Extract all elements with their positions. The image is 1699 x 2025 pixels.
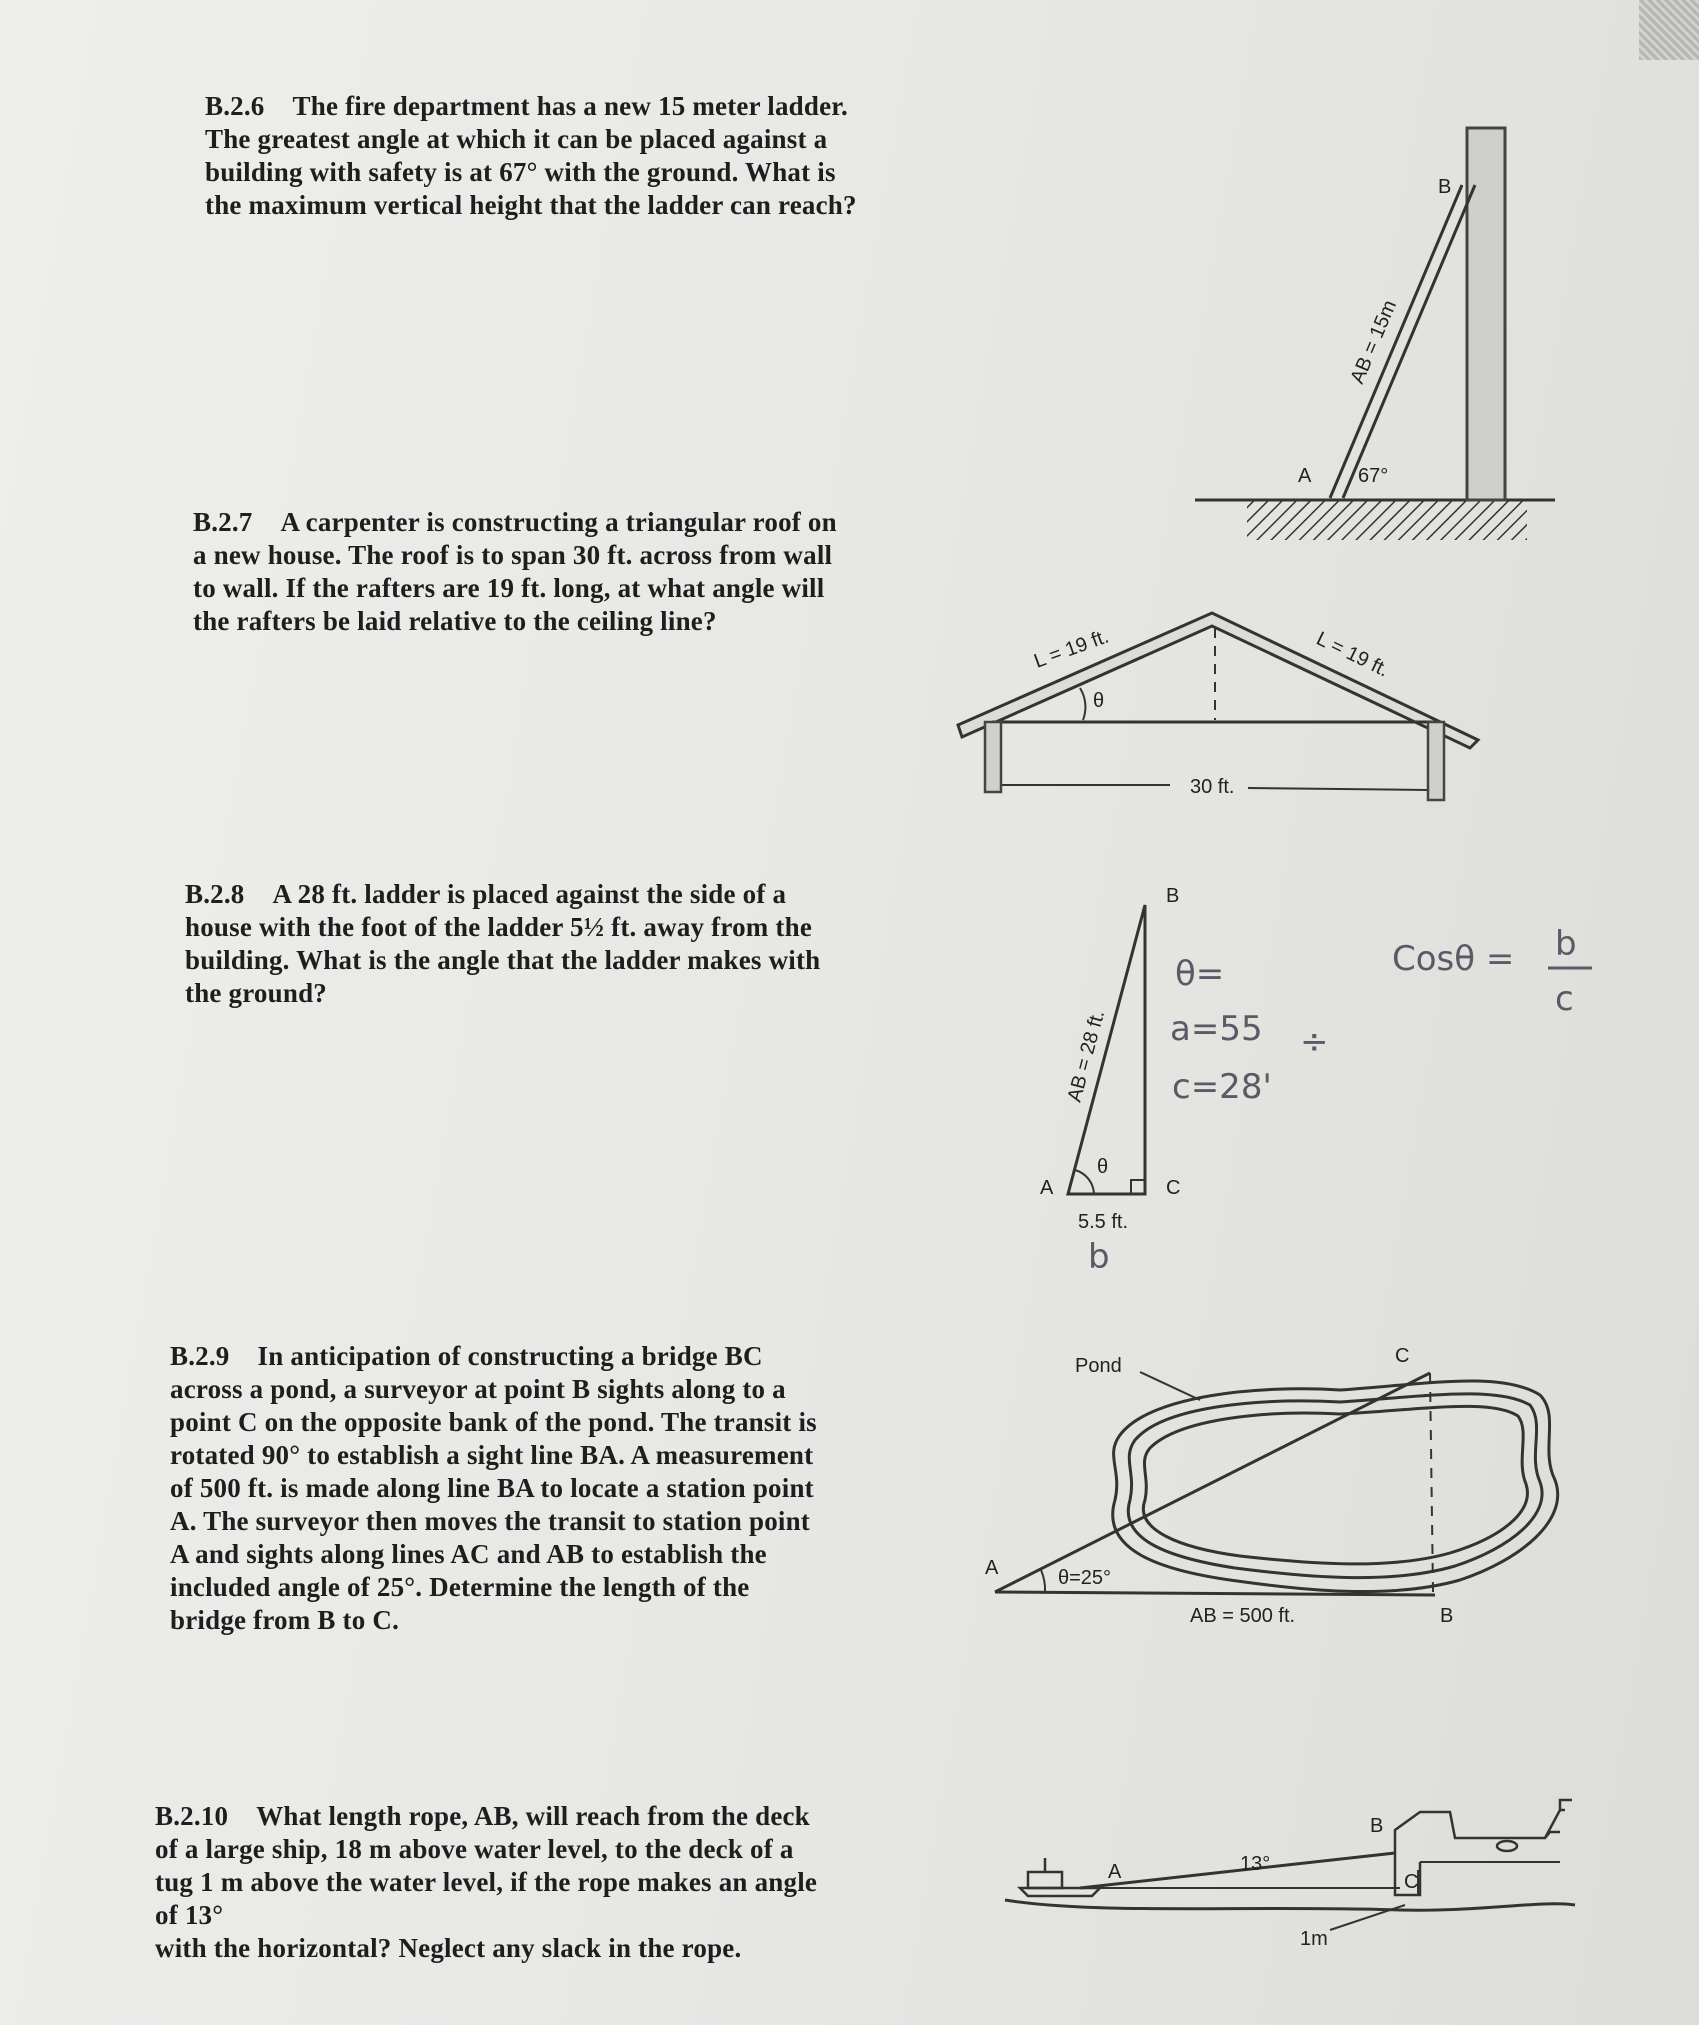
problem-text: A 28 ft. ladder is placed against the side of a house with the foot of the ladder 5½ ft. away from the building. What is the angle that the ladder makes with the ground? [185, 879, 821, 1008]
base-label: AB = 500 ft. [1190, 1605, 1296, 1627]
problem-number: B.2.10 [155, 1801, 229, 1831]
theta-label: θ [1097, 1156, 1109, 1178]
angle-label: θ=25° [1058, 1567, 1112, 1589]
pond-outline-inner [1143, 1406, 1527, 1564]
handwritten-dots: ÷ [1300, 1022, 1329, 1062]
right-wall [1428, 722, 1444, 800]
problem-text: The fire department has a new 15 meter ladder. The greatest angle at which it can be placed against a building with safety is at 67° with the ground. What is the maximum vertical height that the ladder can reach? [205, 91, 857, 220]
point-b-label: B [1166, 885, 1180, 907]
rope-ab [1080, 1853, 1395, 1888]
handwritten-fraction-bottom: c [1555, 979, 1574, 1019]
theta-label: θ [1093, 690, 1105, 712]
figure-roof [958, 613, 1478, 800]
span-dimension-line [1248, 788, 1427, 790]
ship-bow [1395, 1812, 1560, 1853]
rafter-right-label: L = 19 ft. [1312, 627, 1393, 682]
handwritten-fraction-top: b [1555, 924, 1577, 964]
problem-number: B.2.8 [185, 879, 245, 909]
point-c-label: C [1166, 1177, 1181, 1199]
problem-number: B.2.9 [170, 1341, 230, 1371]
handwritten-theta: θ= [1175, 954, 1225, 994]
sight-line-ac [995, 1373, 1430, 1592]
figure-ladder-67 [1195, 128, 1555, 540]
handwritten-cos: Cosθ = [1392, 939, 1515, 979]
point-b-label: B [1440, 1605, 1454, 1627]
figure-pond-bridge [985, 1345, 1558, 1627]
theta-arc [1075, 1170, 1094, 1194]
point-c-label: C [1395, 1345, 1410, 1367]
point-a-label: A [1040, 1177, 1054, 1199]
problem-number: B.2.6 [205, 91, 265, 121]
point-b-label: B [1370, 1815, 1384, 1837]
handwritten-a: a=55 [1170, 1009, 1263, 1049]
handwritten-b: b [1088, 1237, 1110, 1277]
point-a-label: A [1298, 465, 1312, 487]
problem-number: B.2.7 [193, 507, 253, 537]
right-angle-mark [1131, 1180, 1145, 1194]
tug-cabin [1028, 1872, 1062, 1888]
pond-label: Pond [1075, 1355, 1122, 1377]
roof-rafters [958, 613, 1478, 748]
problem-text: What length rope, AB, will reach from the deck of a large ship, 18 m above water level, to the deck of a tug 1 m above the water level, if the rope makes an angle of 13° with the horizontal? Neglect any slack in the rope. [155, 1801, 818, 1963]
point-a-label: A [1108, 1861, 1122, 1883]
ground-hatch [1247, 500, 1527, 540]
height-label: 1m [1300, 1928, 1328, 1950]
figure-ship-tug [1005, 1800, 1575, 1950]
figure-ladder-28 [1040, 885, 1592, 1277]
point-a-label: A [985, 1557, 999, 1579]
water-line [1005, 1900, 1575, 1910]
bridge-line-bc [1430, 1373, 1433, 1592]
rafter-left-label: L = 19 ft. [1031, 625, 1112, 673]
problem-text: A carpenter is constructing a triangular roof on a new house. The roof is to span 30 ft. across from wall to wall. If the rafters are 19 ft. long, at what angle will the rafters be laid relative to the ceiling line? [193, 507, 837, 636]
hypotenuse-label: AB = 28 ft. [1063, 1007, 1110, 1105]
handwritten-c: c=28' [1172, 1067, 1272, 1107]
point-c-label: C [1404, 1871, 1419, 1893]
ladder-rail [1330, 185, 1462, 498]
building-wall [1467, 128, 1505, 500]
theta-arc [1041, 1570, 1045, 1592]
angle-label: 13° [1240, 1853, 1271, 1875]
left-wall [985, 722, 1001, 792]
problem-text: In anticipation of constructing a bridge BC across a pond, a surveyor at point B sights along to a point C on the opposite bank of the pond. The transit is rotated 90° to establish a sight line BA. A measurement of 500 ft. is made along line BA to locate a station point A. The surveyor then moves the transit to station point A and sights along lines AC and AB to establish the included angle of 25°. Determine the length of the bridge from B to C. [170, 1341, 817, 1635]
point-b-label: B [1438, 176, 1452, 198]
theta-arc [1080, 688, 1085, 720]
pond-pointer [1140, 1372, 1200, 1400]
ladder-length-label: AB = 15m [1346, 296, 1402, 387]
span-label: 30 ft. [1190, 776, 1235, 798]
base-label: 5.5 ft. [1078, 1211, 1129, 1233]
angle-label: 67° [1358, 465, 1389, 487]
ship-porthole [1497, 1841, 1517, 1851]
